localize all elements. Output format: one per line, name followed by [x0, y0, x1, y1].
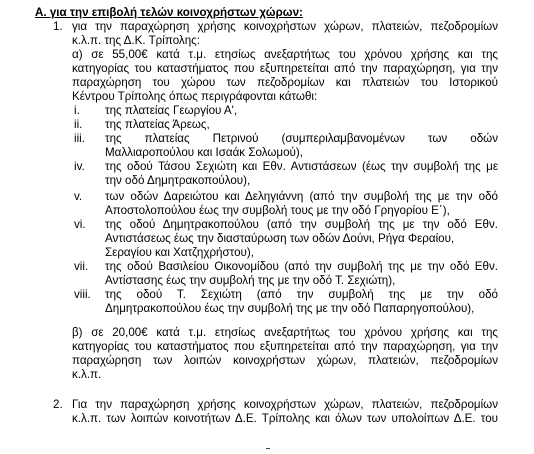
item-1-a-line: Κέντρου Τρίπολης όπως περιγράφονται κάτωθι: [72, 90, 318, 103]
roman-item-text: Σεραγίου και Χατζηχρήστου), [105, 246, 254, 259]
item-2-line: κ.λ.π. των λοιπών κοινοτήτων Δ.Ε. Τρίπολης και όλων των υπολοίπων Δ.Ε. του [72, 412, 498, 425]
roman-item-text: Μαλλιαροπούλου και Ισαάκ Σολωμού), [105, 146, 303, 159]
item-1-b-line: κ.λ.π. [72, 368, 102, 381]
item-1-a-line: α) σε 55,00€ κατά τ.μ. ετησίως ανεξαρτήτως του χρόνου χρήσης και της [72, 48, 498, 61]
roman-number: viii. [74, 288, 91, 301]
item-1-line-2: κ.λ.π. της Δ.Κ. Τρίπολης: [72, 34, 200, 47]
item-1-number: 1. [53, 20, 63, 33]
roman-number: v. [74, 190, 83, 203]
roman-item-text: Αντίστασης έως την συμβολή της με την οδό Τ. Σεχιώτη), [105, 274, 396, 287]
roman-number: iv. [74, 160, 85, 173]
roman-number: vi. [74, 218, 86, 231]
item-1-line-1: για την παραχώρηση χρήσης κοινοχρήστων χώρων, πλατειών, πεζοδρομίων [72, 20, 498, 33]
roman-item-text: της οδού Δημητρακοπούλου (από την συμβολή της με την οδό Εθν. [105, 218, 498, 231]
roman-item-text: την οδό Δημητρακοπούλου), [105, 174, 251, 187]
roman-item-text: της πλατείας Πετρινού (συμπεριλαμβανομένων των οδών [105, 132, 498, 145]
roman-item-text: Αποστολοπούλου έως την συμβολή τους με την οδό Γρηγορίου Ε΄), [105, 204, 450, 217]
item-2-line: Για την παραχώρηση χρήσης κοινοχρήστων χώρων, πλατειών, πεζοδρομίων [72, 398, 498, 411]
roman-item-text: της πλατείας Άρεως, [105, 118, 210, 131]
page-edge-mark [266, 448, 270, 449]
item-2-number: 2. [53, 398, 63, 411]
roman-number: ii. [74, 118, 83, 131]
item-1-a-line: παραχώρηση του χώρου των πεζοδρομίων και πλατειών του Ιστορικού [72, 76, 498, 89]
item-1-a-line: κατηγορίας του καταστήματος που εξυπηρετείται από την παραχώρηση, για την [72, 62, 498, 75]
roman-item-text: της οδού Τ. Σεχιώτη (από την συμβολή της με την οδό [105, 288, 498, 301]
roman-number: iii. [74, 132, 85, 145]
roman-item-text: της οδού Βασιλείου Οικονομίδου (από την συμβολή της με την οδό Εθν. [105, 260, 498, 273]
section-title: Α. για την επιβολή τελών κοινοχρήστων χώρων: [35, 6, 303, 19]
roman-item-text: της πλατείας Γεωργίου Α', [105, 104, 238, 117]
roman-item-text: Αντιστάσεως έως την διασταύρωση των οδών Δούνι, Ρήγα Φεραίου, [105, 232, 455, 245]
roman-item-text: Δημητρακοπούλου έως την συμβολή της με την οδό Παπαρηγοπούλου), [105, 302, 475, 315]
item-1-b-line: κατηγορίας του καταστήματος που εξυπηρετείται από την παραχώρηση, για την [72, 340, 498, 353]
item-1-b-line: β) σε 20,00€ κατά τ.μ. ετησίως ανεξαρτήτως του χρόνου χρήσης και της [72, 326, 498, 339]
roman-item-text: των οδών Δαρειώτου και Δεληγιάννη (από την συμβολή της με την οδό [105, 190, 498, 203]
item-1-b-line: παραχώρηση των λοιπών κοινοχρήστων χώρων, πλατειών, πεζοδρομίων [72, 354, 498, 367]
roman-number: vii. [74, 260, 89, 273]
roman-number: i. [74, 104, 80, 117]
roman-item-text: της οδού Τάσου Σεχιώτη και Εθν. Αντιστάσεων (έως την συμβολή της με [105, 160, 498, 173]
